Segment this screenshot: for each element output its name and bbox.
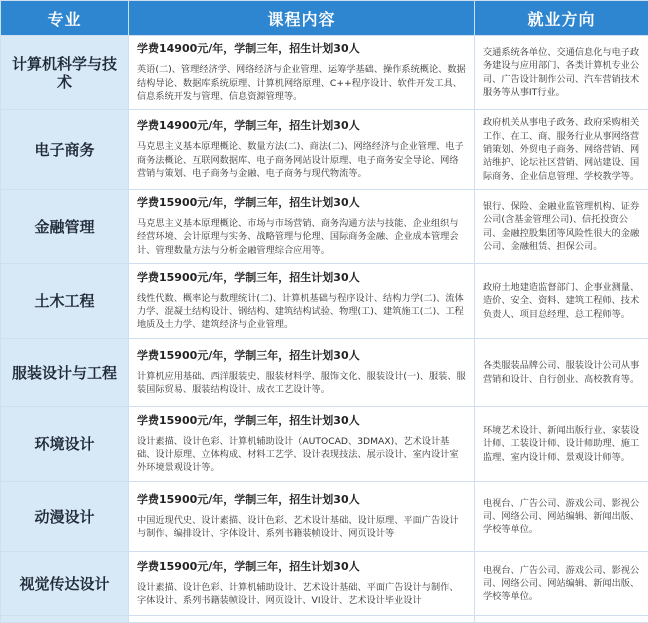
- course-list: 设计素描、设计色彩、计算机辅助设计（AUTOCAD、3DMAX)、艺术设计基础、设计原理、立体构成、材料工艺学、设计表现技法、展示设计、室内设计室外环境景观设计等。: [137, 435, 466, 475]
- course-cell: [129, 189, 475, 263]
- course-list: 英语(二)、管理经济学、网络经济与企业管理、运筹学基础、操作系统概论、数据结构导论、数据库系统原理、计算机网络原理、C++程序设计、软件开发工具、信息系统开发与管理、信息资源管理等。: [137, 63, 466, 103]
- course-cell: [129, 264, 475, 339]
- table-row: [1, 407, 648, 482]
- course-list: 马克思主义基本原理概论、数量方法(二)、商法(二)、网络经济与企业管理、电子商务法概论、互联网数据库、电子商务网站设计原理、电子商务安全导论、网络营销与策划、电子商务与金融、电子商务与现代物流等。: [137, 140, 466, 180]
- fee-info: 学费15900元/年，学制三年，招生计划30人: [137, 560, 466, 573]
- major-name: 服装设计与工程: [1, 339, 129, 407]
- header-courses: 课程内容: [129, 1, 475, 36]
- course-list: 中国近现代史、设计素描、设计色彩、艺术设计基础、设计原理、平面广告设计与制作、编排设计、字体设计、系列书籍装帧设计、网页设计等: [137, 514, 466, 541]
- table-row: [1, 36, 648, 110]
- fee-info: 学费15900元/年，学制三年，招生计划30人: [137, 349, 466, 362]
- table-row: [1, 552, 648, 616]
- header-row: [1, 1, 648, 36]
- major-name: 土木工程: [1, 264, 129, 339]
- table-row: [1, 264, 648, 339]
- career-directions: 电视台、广告公司、游戏公司、影视公司、网络公司、网站编辑、新闻出版、学校等单位。: [475, 552, 648, 616]
- cut-off-cell: [129, 616, 475, 623]
- career-directions: 政府机关从事电子政务、政府采购相关工作、在工、商、服务行业从事网络营销策划、外贸电子商务、网络营销、网站维护、论坛社区营销、网站建设、国际商务、企业信息管理、学校教学等。: [475, 110, 648, 190]
- fee-info: 学费15900元/年，学制三年，招生计划30人: [137, 414, 466, 427]
- major-name: 视觉传达设计: [1, 552, 129, 616]
- major-name: 环境设计: [1, 407, 129, 482]
- major-name: 电子商务: [1, 110, 129, 190]
- fee-info: 学费15900元/年，学制三年，招生计划30人: [137, 493, 466, 506]
- course-list: 计算机应用基础、西洋服装史、服装材料学、服饰文化、服装设计(一)、服装、服装国际贸易、服装结构设计、成衣工艺设计等。: [137, 370, 466, 397]
- course-cell: [129, 552, 475, 616]
- major-name: 金融管理: [1, 189, 129, 263]
- career-directions: 环境艺术设计、新闻出版行业、家装设计师、工装设计师、设计师助理、施工监理、室内设计师、景观设计师等。: [475, 407, 648, 482]
- cut-off-cell: [1, 616, 129, 623]
- career-directions: 银行、保险、金融业监管理机构、证券公司(含基金管理公司)、信托投资公司、金融控股集团等风险性很大的金融公司、金融租赁、担保公司。: [475, 189, 648, 263]
- career-directions: 各类服装品牌公司、服装设计公司从事营销和设计、自行创业、高校教育等。: [475, 339, 648, 407]
- course-list: 马克思主义基本原理概论、市场与市场营销、商务沟通方法与技能、企业组织与经营环境、会计原理与实务、战略管理与伦理、国际商务金融、企业成本管理会计、管理数量方法与分析金融管理综合应用等。: [137, 217, 466, 257]
- course-list: 设计素描、设计色彩、计算机辅助设计、艺术设计基础、平面广告设计与制作、字体设计、系列书籍装帧设计、网页设计、VI设计、艺术设计毕业设计: [137, 581, 466, 608]
- course-cell: [129, 482, 475, 552]
- major-name: 动漫设计: [1, 482, 129, 552]
- career-directions: 电视台、广告公司、游戏公司、影视公司、网络公司、网站编辑、新闻出版、学校等单位。: [475, 482, 648, 552]
- table-row: [1, 110, 648, 190]
- major-name: 计算机科学与技术: [1, 36, 129, 110]
- fee-info: 学费15900元/年，学制三年，招生计划30人: [137, 271, 466, 284]
- table-row: [1, 482, 648, 552]
- table-row: [1, 189, 648, 263]
- career-directions: 交通系统各单位、交通信息化与电子政务建设与应用部门、各类计算机专业公司、广告设计制作公司、汽车营销技术服务等从事IT行业。: [475, 36, 648, 110]
- career-directions: 政府土地建造监督部门、企事业测量、造价、安全、资料、建筑工程师、技术负责人、项目总经理、总工程师等。: [475, 264, 648, 339]
- course-cell: [129, 339, 475, 407]
- header-major: 专业: [1, 1, 129, 36]
- fee-info: 学费15900元/年，学制三年，招生计划30人: [137, 196, 466, 209]
- header-career: 就业方向: [475, 1, 648, 36]
- table-row-cut-off: [1, 616, 648, 623]
- cut-off-cell: [475, 616, 648, 623]
- fee-info: 学费14900元/年，学制三年，招生计划30人: [137, 119, 466, 132]
- table-row: [1, 339, 648, 407]
- course-cell: [129, 110, 475, 190]
- course-cell: [129, 407, 475, 482]
- fee-info: 学费14900元/年，学制三年，招生计划30人: [137, 42, 466, 55]
- course-cell: [129, 36, 475, 110]
- course-list: 线性代数、概率论与数理统计(二)、计算机基础与程序设计、结构力学(二)、流体力学、混凝土结构设计、钢结构、建筑结构试验、物理(工)、建筑施工(二)、工程地质及土力学、建筑经济与企业管理。: [137, 292, 466, 332]
